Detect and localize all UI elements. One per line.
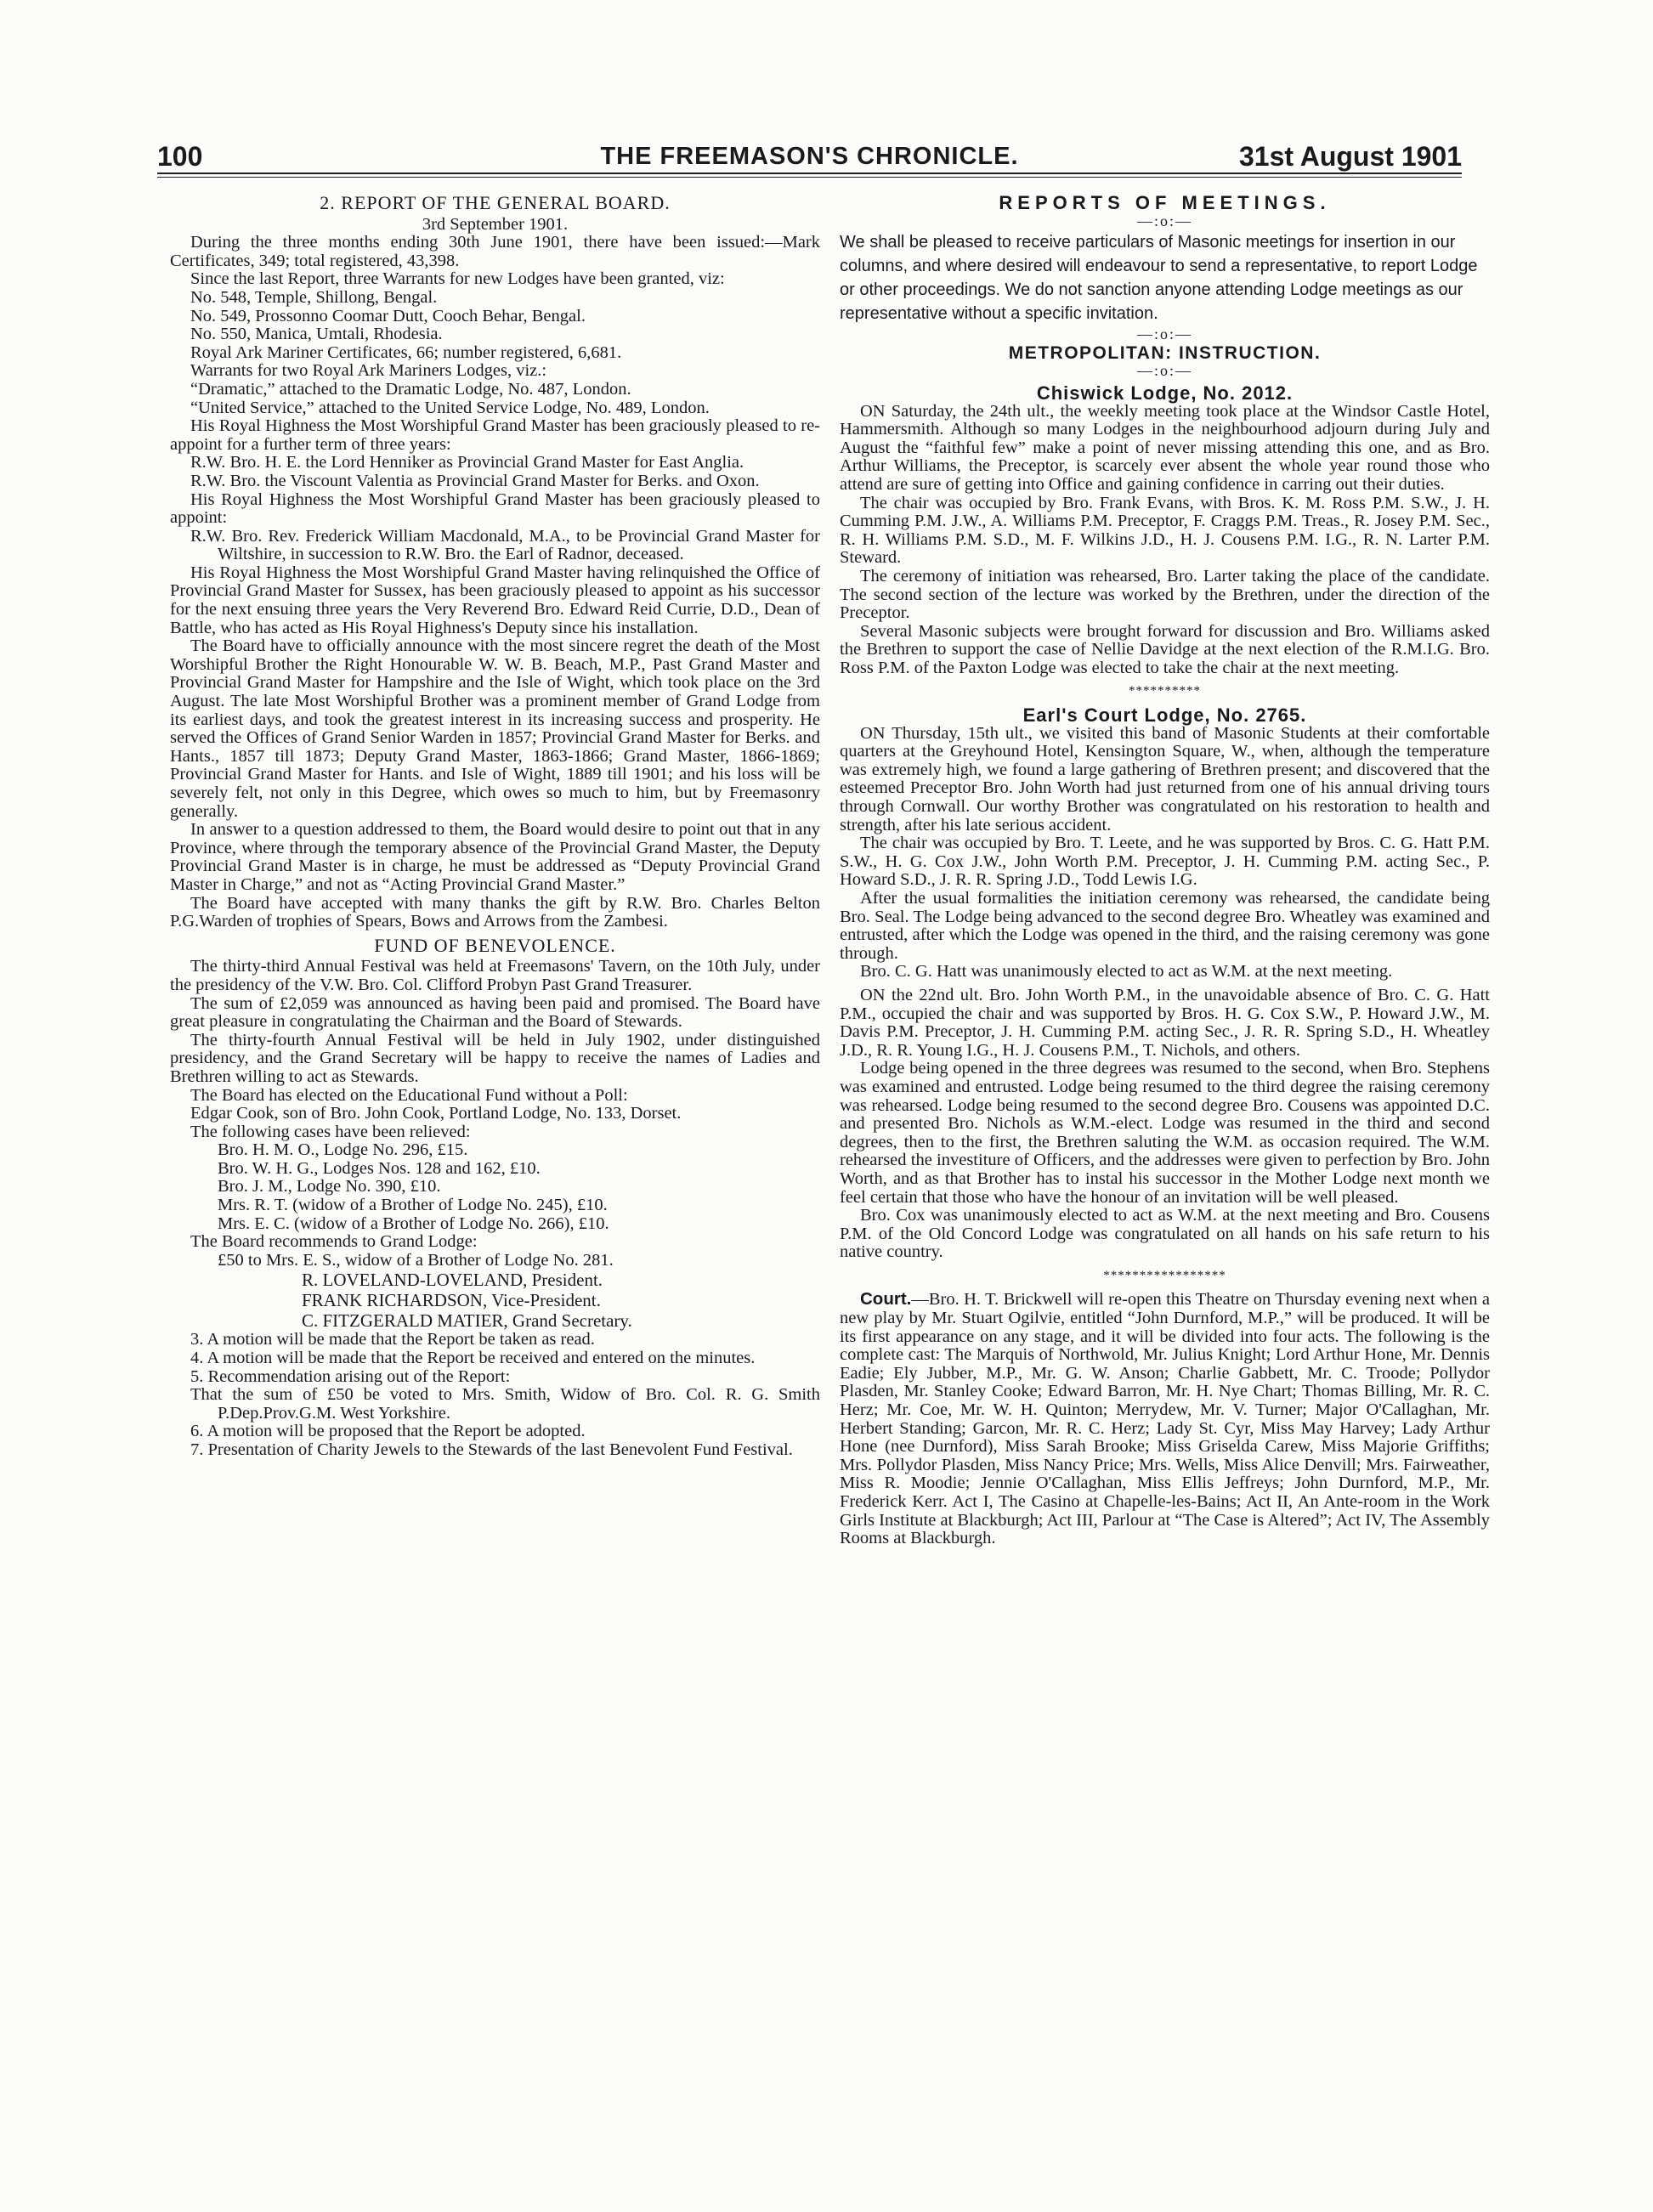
paragraph: The Board recommends to Grand Lodge:: [190, 1232, 478, 1252]
paragraph: £50 to Mrs. E. S., widow of a Brother of Lodge No. 281.: [218, 1250, 614, 1270]
court-label: Court.: [860, 1289, 912, 1310]
page-number: 100: [157, 141, 203, 172]
metropolitan-heading: METROPOLITAN: INSTRUCTION.: [1008, 342, 1322, 363]
general-board-date: 3rd September 1901.: [422, 214, 569, 234]
agenda-item: 4. A motion will be made that the Report be received and entered on the minutes.: [190, 1349, 756, 1368]
relief-item: Bro. W. H. G., Lodges Nos. 128 and 162, £10.: [218, 1158, 541, 1178]
paragraph: After the usual formalities the initiation ceremony was rehearsed, the candidate being Bro. Seal. The Lodge being advanced to the second degree Bro. Wheatley was examined and entrusted, after which the Lodge was opened in the third, and the raising ceremony was gone through.: [840, 889, 1490, 963]
agenda-item: 5. Recommendation arising out of the Report:: [190, 1366, 511, 1386]
star-divider: *****************: [1103, 1268, 1226, 1282]
paragraph: During the three months ending 30th June 1901, there have been issued:—Mark Certificates, 349; total registered, 43,398.: [170, 233, 820, 270]
relief-item: Mrs. R. T. (widow of a Brother of Lodge No. 245), £10.: [218, 1196, 608, 1215]
right-column: [840, 194, 1490, 1548]
paragraph: The sum of £2,059 was announced as having been paid and promised. The Board have great pleasure in congratulating the Chairman and the Board of Stewards.: [170, 993, 820, 1032]
paragraph: ON Saturday, the 24th ult., the weekly meeting took place at the Windsor Castle Hotel, Hammersmith. Although so many Lodges in the neighbourhood adjourn during July and August the “faithful few” make a point of never missing attending this one, and as Bro. Arthur Williams, the Preceptor, is scarcely ever absent the whole year round those who attend are sure of getting into Office and gaining confidence in carring out their duties.: [840, 401, 1490, 494]
appointment: R.W. Bro. Rev. Frederick William Macdonald, M.A., to be Provincial Grand Master for Wiltshire, in succession to R.W. Bro. the Earl of Radnor, deceased.: [190, 526, 820, 564]
relief-item: Bro. J. M., Lodge No. 390, £10.: [218, 1177, 441, 1197]
left-column: [170, 194, 820, 1460]
earls-court-lodge-heading: Earl's Court Lodge, No. 2765.: [1022, 704, 1307, 727]
signature-president: R. LOVELAND-LOVELAND, President.: [302, 1270, 603, 1291]
list-item: No. 550, Manica, Umtali, Rhodesia.: [190, 325, 443, 344]
paragraph: The thirty-fourth Annual Festival will be held in July 1902, under distinguished presidency, and the Grand Secretary will be happy to receive the names of Ladies and Brethren willing to act as Stewards.: [170, 1030, 820, 1086]
paragraph: Edgar Cook, son of Bro. John Cook, Portland Lodge, No. 133, Dorset.: [190, 1104, 682, 1123]
chiswick-lodge-heading: Chiswick Lodge, No. 2012.: [1036, 382, 1294, 404]
star-divider: **********: [1129, 684, 1201, 699]
signature-grand-secretary: C. FITZGERALD MATIER, Grand Secretary.: [302, 1310, 632, 1332]
separator: —:o:—: [1136, 212, 1192, 229]
paragraph: His Royal Highness the Most Worshipful Grand Master has been graciously pleased to appoint:: [170, 489, 820, 528]
paragraph: The chair was occupied by Bro. T. Leete, and he was supported by Bros. C. G. Hatt P.M. S.W., H. G. Cox J.W., John Worth P.M. Preceptor, J. H. Cumming P.M. acting Sec., P. Howard S.D., J. R. R. Spring J.D., Todd Lewis I.G.: [840, 834, 1490, 890]
separator: —:o:—: [1136, 362, 1192, 380]
court-theatre-paragraph: [840, 1290, 1490, 1547]
paragraph: Several Masonic subjects were brought forward for discussion and Bro. Williams asked the Brethren to support the case of Nellie Davidge at the next election of the R.M.I.G. Bro. Ross P.M. of the Paxton Lodge was elected to take the chair at the next meeting.: [840, 621, 1490, 677]
fund-heading: FUND OF BENEVOLENCE.: [374, 934, 616, 956]
paragraph: The following cases have been relieved:: [190, 1122, 471, 1141]
reports-heading: REPORTS OF MEETINGS.: [999, 192, 1331, 213]
paragraph: The Board have accepted with many thanks the gift by R.W. Bro. Charles Belton P.G.Warden of trophies of Spears, Bows and Arrows from the Zambesi.: [170, 893, 820, 931]
relief-item: Mrs. E. C. (widow of a Brother of Lodge No. 266), £10.: [218, 1213, 609, 1233]
paragraph: Since the last Report, three Warrants for new Lodges have been granted, viz:: [190, 269, 725, 289]
signature-vice-president: FRANK RICHARDSON, Vice-President.: [302, 1290, 601, 1311]
paragraph: The thirty-third Annual Festival was held at Freemasons' Tavern, on the 10th July, under the presidency of the V.W. Bro. Col. Clifford Probyn Past Grand Treasurer.: [170, 957, 820, 994]
header-rule: [157, 173, 1462, 174]
paragraph: The chair was occupied by Bro. Frank Evans, with Bros. K. M. Ross P.M. S.W., J. H. Cumming P.M. J.W., A. Williams P.M. Preceptor, F. Craggs P.M. Treas., R. Josey P.M. Sec., R. H. Williams P.M. S.D., M. F. Wilkins J.D., H. J. Cousens P.M. I.G., R. N. Larter P.M. Steward.: [840, 493, 1490, 568]
paragraph: Lodge being opened in the three degrees was resumed to the second, when Bro. Stephens was examined and entrusted. Lodge being resumed to the third degree the raising ceremony was rehearsed. Lodge being resumed to the second degree Bro. Cousens was appointed D.C. and presented Bro. Nichols as W.M.-elect. Lodge was resumed in the third and second degrees, then to the first, the Brethren saluting the W.M. as occasion required. The W.M. rehearsed the investiture of Officers, and the addresses were given to perfection by Bro. John Worth, and as that Brother has to instal his successor in the Mother Lodge next month we feel certain that those who have the honour of an invitation will be well pleased.: [840, 1059, 1490, 1207]
paragraph: The Board have to officially announce with the most sincere regret the death of the Most Worshipful Brother the Right Honourable W. W. B. Beach, M.P., Past Grand Master and Provincial Grand Master for Hampshire and the Isle of Wight, which took place on the 3rd August. The late Most Worshipful Brother was a prominent member of Grand Lodge from its earliest days, and took the greatest interest in its increasing success and prosperity. He served the Offices of Grand Senior Warden in 1857; Provincial Grand Master for Berks. and Hants., 1857 till 1873; Deputy Grand Master, 1863-1866; Grand Master, 1866-1869; Provincial Grand Master for Hants. and Isle of Wight, 1889 till 1901; and his loss will be severely felt, not only in this Degree, which owes so much to him, but by Freemasonry generally.: [170, 636, 820, 821]
agenda-item: 6. A motion will be proposed that the Report be adopted.: [190, 1422, 586, 1441]
court-text: —Bro. H. T. Brickwell will re-open this Theatre on Thursday evening next when a new play by Mr. Stuart Ogilvie, entitled “John Durnford, M.P.,” will be produced. It will be its first appearance on any stage, and it will be divided into four acts. The following is the complete cast: The Marquis of Northwold, Mr. Julius Knight; Lord Arthur Hone, Mr. Dennis Eadie; Ely Jubber, M.P., Mr. G. W. Anson; Charlie Gabbett, Mr. C. Troode; Pollydor Plasden, Mr. Stanley Cooke; Edward Barron, Mr. H. Nye Chart; Thomas Billing, Mr. R. C. Herz; Mr. Coe, Mr. W. H. Quinton; Merrydew, Mr. V. Turner; Major O'Callaghan, Mr. Herbert Standing; Garcon, Mr. R. C. Herz; Lady St. Cyr, Miss May Harvey; Lady Arthur Hone (nee Durnford), Miss Sarah Brooke; Miss Griselda Carew, Miss Majorie Griffiths; Mrs. Pollydor Plasden, Miss Nancy Price; Mrs. Wells, Miss Alice Denvill; Mrs. Fairweather, Miss R. Moodie; Jennie O'Callaghan, Miss Ellis Jeffreys; John Durnford, M.P., Mr. Frederick Kerr. Act I, The Casino at Chapelle-les-Bains; Act II, An Ante-room in the Work Girls Institute at Blackburgh; Act III, Parlour at “The Case is Altered”; Act IV, The Assembly Rooms at Blackburgh.: [840, 1290, 1490, 1548]
separator: —:o:—: [1136, 325, 1192, 343]
appointment: R.W. Bro. H. E. the Lord Henniker as Provincial Grand Master for East Anglia.: [190, 453, 744, 472]
appointment: R.W. Bro. the Viscount Valentia as Provincial Grand Master for Berks. and Oxon.: [190, 471, 760, 490]
paragraph: ON the 22nd ult. Bro. John Worth P.M., in the unavoidable absence of Bro. C. G. Hatt P.M., occupied the chair and was supported by Bros. H. G. Cox S.W., P. Howard J.W., M. Davis P.M. Preceptor, J. H. Cumming P.M. acting Sec., J. R. R. Spring S.D., H. Wheatley J.D., R. R. Young I.G., H. J. Cousens P.M., T. Nichols, and others.: [840, 985, 1490, 1060]
issue-date: 31st August 1901: [1238, 141, 1462, 172]
paragraph: Bro. Cox was unanimously elected to act as W.M. at the next meeting and Bro. Cousens P.M. of the Old Concord Lodge was congratulated on all hands on his safe return to his native country.: [840, 1206, 1490, 1262]
paragraph: Warrants for two Royal Ark Mariners Lodges, viz.:: [190, 361, 547, 381]
paragraph: “United Service,” attached to the United Service Lodge, No. 489, London.: [190, 398, 710, 417]
list-item: No. 549, Prossonno Coomar Dutt, Cooch Behar, Bengal.: [190, 306, 586, 325]
list-item: No. 548, Temple, Shillong, Bengal.: [190, 287, 438, 307]
paragraph: “Dramatic,” attached to the Dramatic Lodge, No. 487, London.: [190, 379, 631, 399]
paragraph: The Board has elected on the Educational Fund without a Poll:: [190, 1085, 628, 1105]
paragraph: In answer to a question addressed to them, the Board would desire to point out that in any Province, where through the temporary absence of the Provincial Grand Master, the Deputy Provincial Grand Master is in charge, he must be addressed as “Deputy Provincial Grand Master in Charge,” and not as “Acting Provincial Grand Master.”: [170, 820, 820, 894]
paragraph: His Royal Highness the Most Worshipful Grand Master has been graciously pleased to re-appoint for a further term of three years:: [170, 416, 820, 454]
paragraph: ON Thursday, 15th ult., we visited this band of Masonic Students at their comfortable quarters at the Greyhound Hotel, Kensington Square, W., when, although the temperature was extremely high, we found a large gathering of Brethren present; and discovered that the esteemed Preceptor Bro. John Worth had just returned from one of his annual driving tours through Cornwall. Our worthy Brother was congratulated on his restoration to health and strength, after his late serious accident.: [840, 723, 1490, 834]
submission-notice: We shall be pleased to receive particulars of Masonic meetings for insertion in our columns, and where desired will endeavour to send a representative, to report Lodge or other proceedings. We do not sanction anyone attending Lodge meetings as our representative without a specific invitation.: [840, 233, 1478, 324]
relief-item: Bro. H. M. O., Lodge No. 296, £15.: [218, 1140, 468, 1160]
agenda-item: 7. Presentation of Charity Jewels to the Stewards of the last Benevolent Fund Festival.: [190, 1440, 793, 1459]
header-rule-thin: [157, 177, 1462, 178]
paragraph: The ceremony of initiation was rehearsed, Bro. Larter taking the place of the candidate. The second section of the lecture was worked by the Brethren, under the direction of the Preceptor.: [840, 566, 1490, 623]
publication-title: THE FREEMASON'S CHRONICLE.: [600, 143, 1019, 170]
paragraph: His Royal Highness the Most Worshipful Grand Master having relinquished the Office of Provincial Grand Master for Sussex, has been graciously pleased to appoint as his successor for the next ensuing three years the Very Reverend Bro. Edward Reid Currie, D.D., Dean of Battle, who has acted as His Royal Highness's Deputy since his installation.: [170, 563, 820, 637]
general-board-heading: 2. REPORT OF THE GENERAL BOARD.: [320, 192, 671, 213]
paragraph: Bro. C. G. Hatt was unanimously elected to act as W.M. at the next meeting.: [860, 962, 1393, 982]
agenda-detail: That the sum of £50 be voted to Mrs. Smith, Widow of Bro. Col. R. G. Smith P.Dep.Prov.G.M. West Yorkshire.: [190, 1385, 820, 1423]
masthead: [157, 141, 1462, 175]
paragraph: Royal Ark Mariner Certificates, 66; number registered, 6,681.: [190, 342, 622, 362]
agenda-item: 3. A motion will be made that the Report be taken as read.: [190, 1330, 595, 1349]
